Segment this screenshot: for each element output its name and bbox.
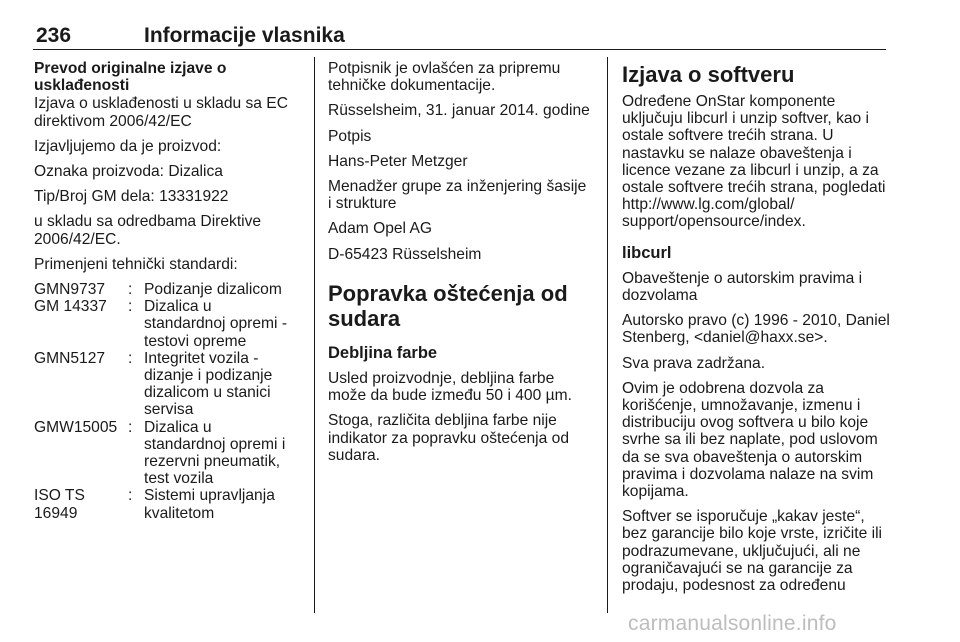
paragraph: Softver se isporučuje „kakav jeste“, bez garancije bilo koje vrste, izričite ili podrazumevane, uključujući, ali ne ograničavajući se na garancije za prodaju, podesnost za određenu — [622, 508, 882, 595]
paragraph: Sva prava zadržana. — [622, 354, 766, 372]
paragraph: Rüsselsheim, 31. januar 2014. godine — [328, 102, 590, 120]
table-row — [34, 281, 294, 298]
column-right — [622, 60, 890, 602]
paragraph: Stoga, različita debljina farbe nije indikator za popravku oštećenja od sudara. — [328, 412, 569, 464]
paragraph: Potpis — [328, 127, 372, 145]
page-title: Informacije vlasnika — [144, 24, 345, 47]
separator: : — [128, 349, 133, 367]
separator: : — [128, 298, 133, 316]
separator: : — [128, 281, 133, 299]
table-row — [34, 350, 294, 419]
standard-code: ISO TS 16949 — [34, 487, 85, 522]
standards-table — [34, 281, 294, 522]
standard-code: GMN9737 — [34, 281, 106, 299]
paragraph: Autorsko pravo (c) 1996 - 2010, Daniel Stenberg, <daniel@haxx.se>. — [622, 312, 890, 347]
column-divider — [314, 57, 315, 613]
section-heading: Prevod originalne izjave o usklađenosti — [34, 60, 227, 95]
separator: : — [128, 418, 133, 436]
standard-description: Integritet vozila - dizanje i podizanje dizalicom u stanici servisa — [144, 349, 273, 419]
table-row — [34, 298, 294, 350]
standard-code: GMN5127 — [34, 349, 106, 367]
paragraph: Određene OnStar komponente uključuju libcurl i unzip softver, kao i ostale softvere trećih strana. U nastavku se nalaze obaveštenja i licence vezane za libcurl i unzip, a za ostale softvere trećih strana, pogledati http://www.lg.com/global/ support/opensource/index. — [622, 93, 886, 231]
paragraph: Obaveštenje o autorskim pravima i dozvolama — [622, 269, 863, 305]
standard-description: Dizalica u standardnoj opremi - testovi opreme — [144, 298, 288, 350]
table-row — [34, 419, 294, 488]
paragraph: u skladu sa odredbama Direktive 2006/42/EC. — [34, 213, 262, 248]
separator: : — [128, 487, 133, 505]
paragraph: Adam Opel AG — [328, 220, 433, 238]
subsection-title: libcurl — [622, 243, 672, 262]
column-divider — [607, 57, 608, 613]
subsection-title: Debljina farbe — [328, 343, 438, 362]
paragraph: Izjavljujemo da je proizvod: — [34, 137, 222, 155]
paragraph: Izjava o usklađenosti u skladu sa EC direktivom 2006/42/EC — [34, 95, 288, 130]
paragraph: D-65423 Rüsselsheim — [328, 245, 482, 263]
standard-code: GMW15005 — [34, 418, 118, 436]
paragraph: Tip/Broj GM dela: 13331922 — [34, 188, 229, 206]
paragraph: Hans-Peter Metzger — [328, 152, 468, 170]
paragraph: Primenjeni tehnički standardi: — [34, 255, 238, 273]
section-title: Popravka oštećenja od sudara — [328, 280, 568, 331]
page-header — [33, 23, 886, 50]
standard-description: Dizalica u standardnoj opremi i rezervni pneumatik, test vozila — [144, 418, 286, 488]
standard-description: Podizanje dizalicom — [144, 281, 282, 299]
standard-description: Sistemi upravljanja kvalitetom — [144, 487, 275, 522]
paragraph: Potpisnik je ovlašćen za pripremu tehničke dokumentacije. — [328, 60, 561, 95]
table-row — [34, 487, 294, 521]
paragraph: Usled proizvodnje, debljina farbe može da bude između 50 i 400 µm. — [328, 370, 572, 405]
paragraph: Menadžer grupe za inženjering šasije i strukture — [328, 178, 587, 213]
standard-code: GM 14337 — [34, 298, 107, 316]
column-left — [34, 60, 300, 522]
paragraph: Oznaka proizvoda: Dizalica — [34, 163, 223, 181]
column-middle — [328, 60, 594, 472]
paragraph: Ovim je odobrena dozvola za korišćenje, umnožavanje, izmenu i distribuciju ovog softvera u bilo koje svrhe sa ili bez naplate, pod uslovom da se sva obaveštenja o autorskim pravima i dozvolama nalaze na svim kopijama. — [622, 379, 878, 501]
watermark: carmanualsonline.info — [628, 612, 837, 635]
page-number: 236 — [36, 24, 72, 47]
section-title: Izjava o softveru — [622, 62, 795, 87]
